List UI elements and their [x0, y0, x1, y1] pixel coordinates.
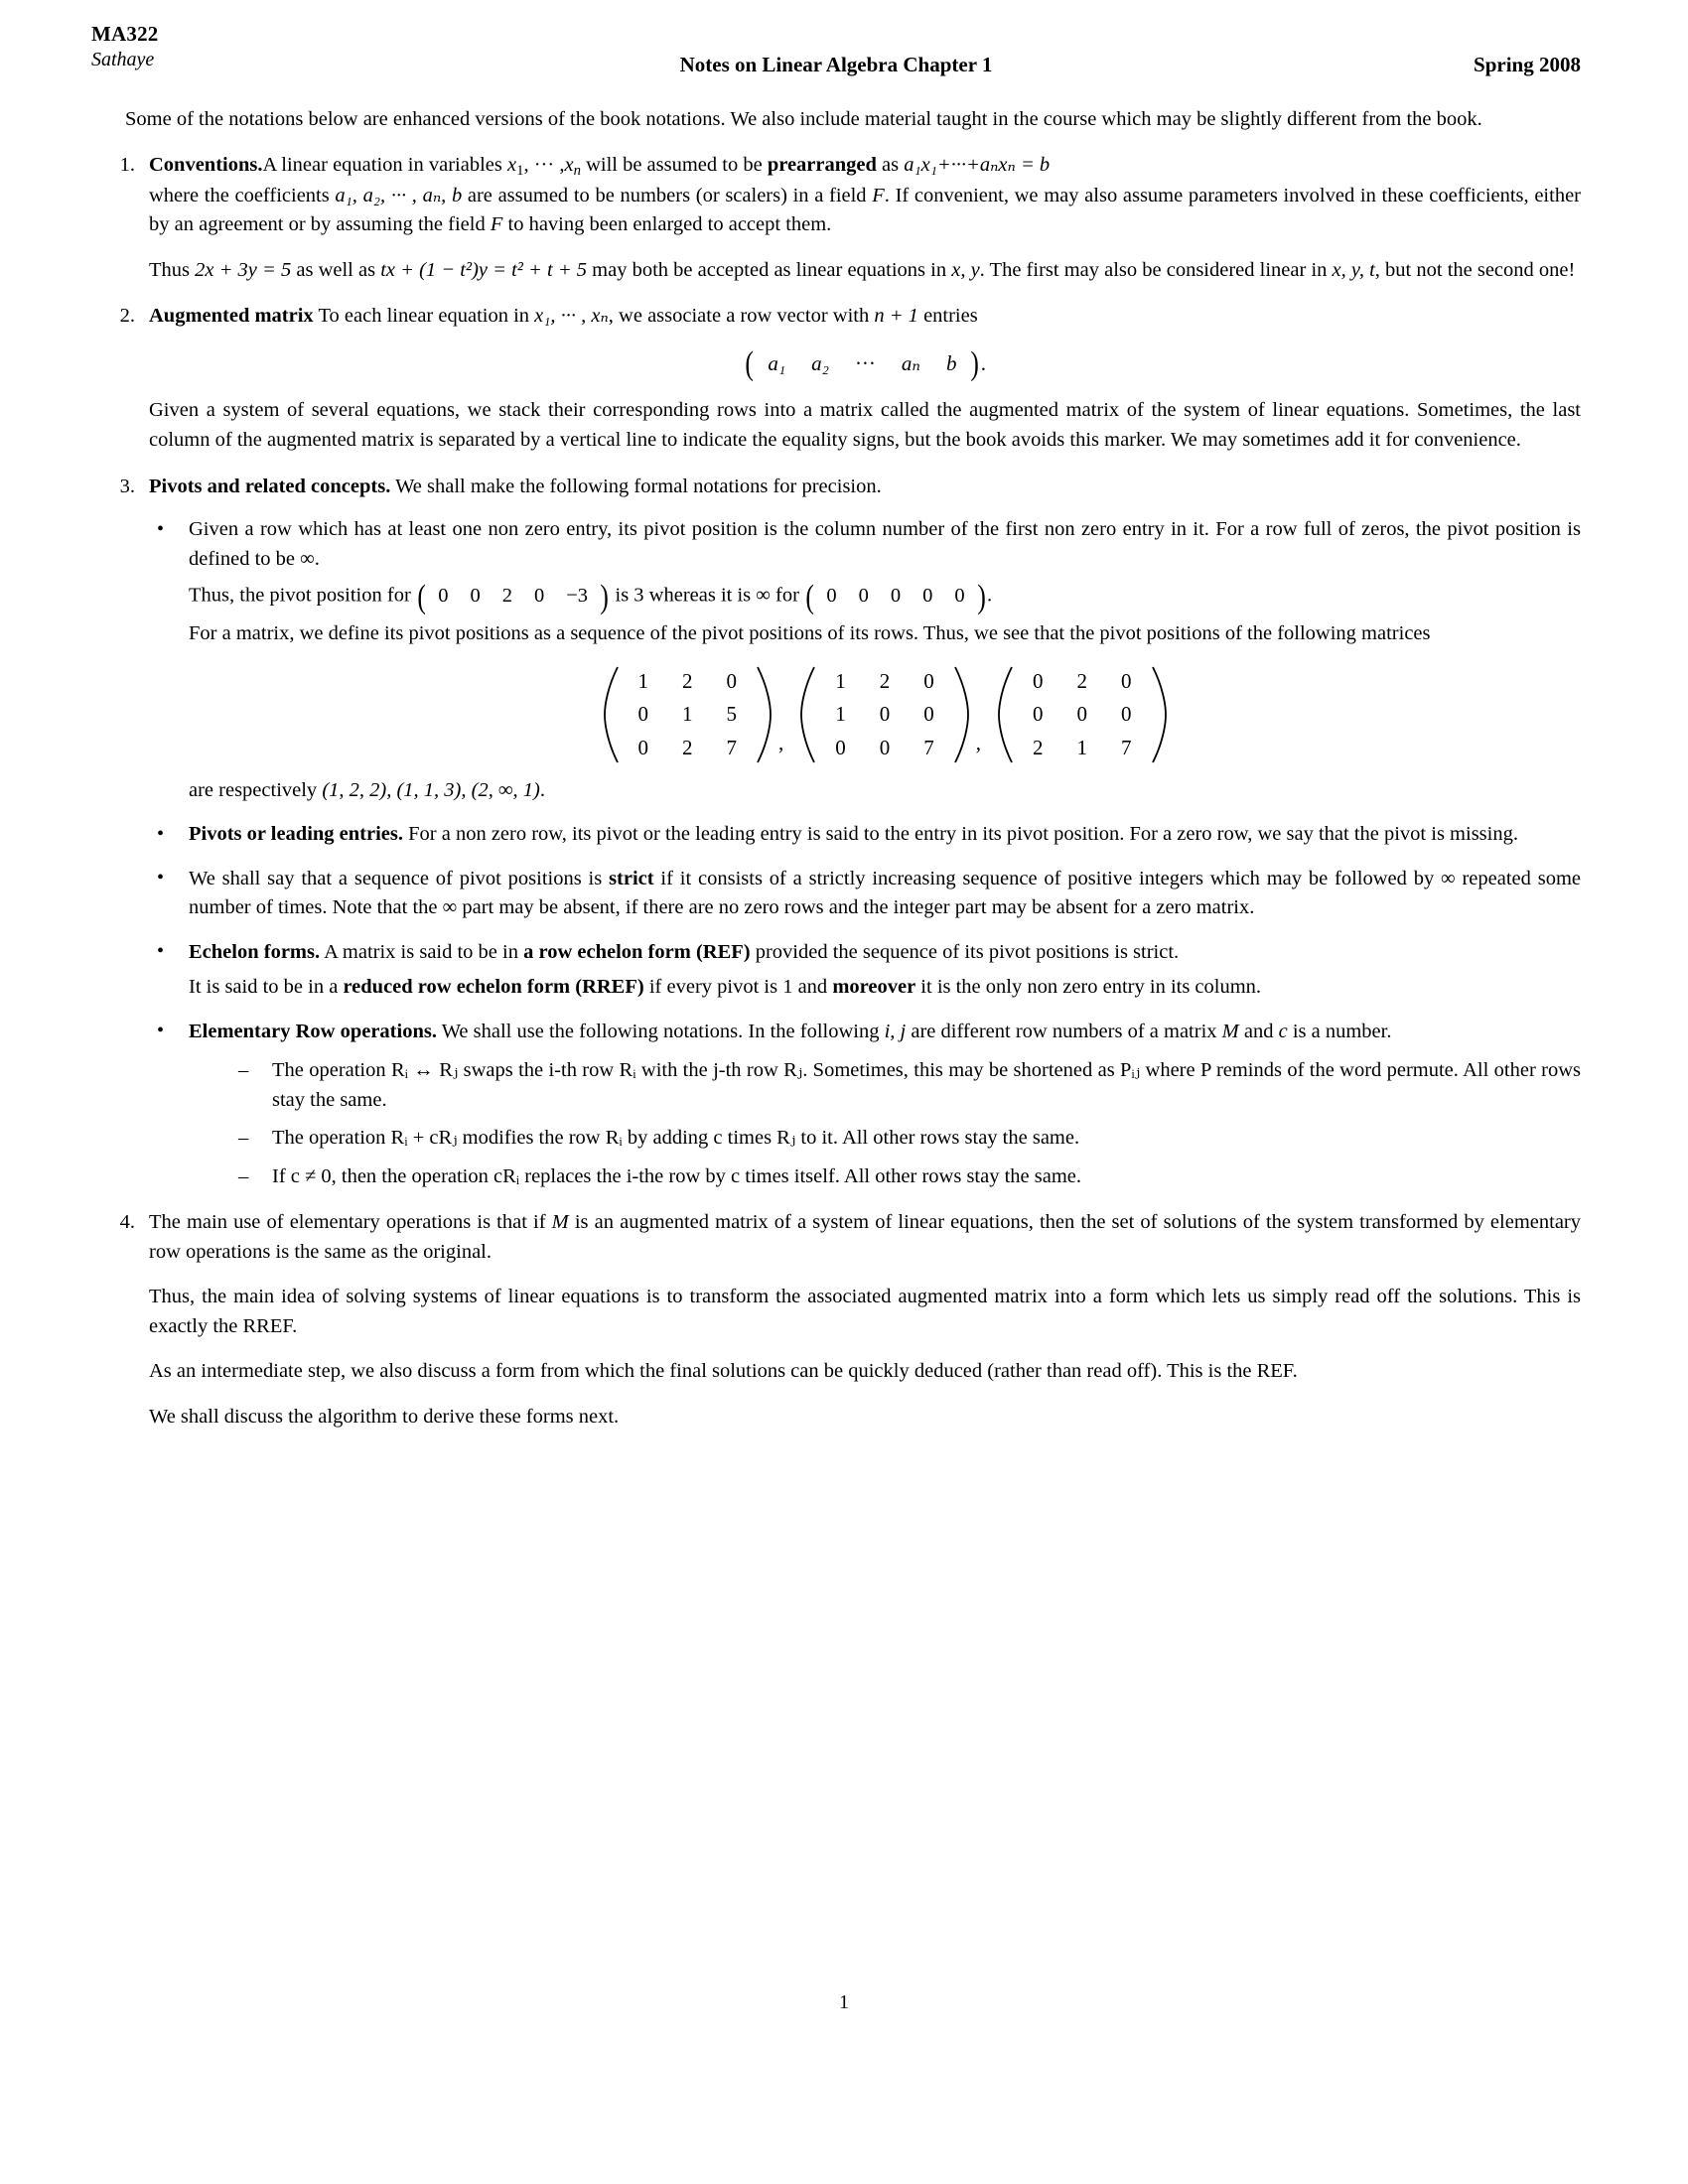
example-equation-1: 2x + 3y = 5	[195, 258, 292, 281]
right-paren: )	[970, 344, 980, 382]
dash-icon: –	[238, 1059, 249, 1082]
bullet-icon: •	[157, 1020, 165, 1042]
dash-icon: –	[238, 1127, 249, 1150]
pivot-sequences: (1, 2, 2), (1, 1, 3), (2, ∞, 1)	[322, 778, 540, 801]
vec-cell: 0	[438, 585, 449, 608]
pivots-paragraph	[149, 473, 1581, 502]
rowvec-cell: a₁	[768, 350, 786, 375]
sub-op-swap-text: The operation Rᵢ ↔ Rⱼ swaps the i-th row Rᵢ with the j-th row Rⱼ. Sometimes, this may be shortened as Pᵢⱼ where P reminds of the word permute. All other rows stay the same.	[272, 1059, 1581, 1111]
elementary-text-1: We shall use the following notations. In the following	[436, 1020, 885, 1042]
ref-keyword: a row echelon form (REF)	[523, 940, 751, 963]
matrix-cell: 0	[1121, 702, 1132, 727]
bullet-pivot-position	[149, 515, 1581, 805]
matrix-symbol-M: M	[551, 1211, 569, 1234]
field-symbol-1: F	[872, 184, 885, 206]
bullet-echelon-forms	[149, 938, 1581, 1003]
matrix-2	[799, 665, 970, 764]
right-paren: )	[600, 579, 609, 616]
intro-paragraph: Some of the notations below are enhanced versions of the book notations. We also include material taught in the course which may be slightly different from the book.	[125, 108, 1482, 130]
conventions-dots: , ··· ,	[523, 153, 565, 176]
matrix-row	[1016, 698, 1149, 731]
matrix-right-bracket	[756, 665, 773, 764]
matrix-left-bracket	[799, 665, 816, 764]
elementary-ops-heading: Elementary Row operations.	[189, 1020, 437, 1042]
vec-cell: 0	[826, 585, 837, 608]
item-number: 3.	[119, 475, 135, 497]
bullet-icon: •	[157, 940, 165, 963]
matrix-separator: ,	[975, 731, 981, 755]
rowvec-cell: aₙ	[901, 350, 920, 375]
vars-xyt: x, y, t	[1332, 258, 1375, 281]
matrix-cell: 1	[637, 669, 648, 694]
matrix-right-bracket	[953, 665, 970, 764]
bullet-strict-sequence	[149, 865, 1581, 923]
list-item-augmented-matrix	[91, 302, 1581, 455]
augmented-text-1: To each linear equation in	[313, 305, 535, 328]
matrix-cell: 2	[682, 735, 693, 759]
matrix-left-bracket	[603, 665, 620, 764]
pivot-position-example	[189, 580, 1581, 614]
intermediate-step-paragraph: As an intermediate step, we also discuss a form from which the final solutions can be quickly deduced (rather than read off). This is the REF.	[149, 1360, 1298, 1383]
strict-keyword: strict	[609, 867, 654, 889]
sub-op-scale-text: If c ≠ 0, then the operation cRᵢ replaces the i-the row by c times itself. All other rows stay the same.	[272, 1164, 1082, 1187]
thus-pivot-text: Thus, the pivot position for	[189, 584, 416, 607]
algorithm-note-paragraph: We shall discuss the algorithm to derive these forms next.	[149, 1405, 620, 1428]
vec-cell: 0	[533, 585, 545, 608]
strict-text-1: We shall say that a sequence of pivot positions is	[189, 867, 610, 889]
page-header	[91, 22, 1581, 87]
vec-cell: 0	[954, 585, 965, 608]
right-paren: )	[977, 579, 986, 616]
matrices-display	[189, 665, 1581, 764]
sub-op-add-text: The operation Rᵢ + cRⱼ modifies the row Rᵢ by adding c times Rⱼ to it. All other rows stay the same.	[272, 1127, 1080, 1150]
matrix-cell: 1	[1076, 735, 1087, 759]
matrix-cell: 2	[1076, 669, 1087, 694]
example-equation-2: tx + (1 − t²)y = t² + t + 5	[380, 258, 588, 281]
matrix-cell: 0	[923, 702, 934, 727]
rref-text-1: It is said to be in a	[189, 976, 344, 999]
matrix-pivot-def: For a matrix, we define its pivot positions as a sequence of the pivot positions of its rows. Thus, we see that the pivot positions of the following matrices	[189, 622, 1431, 645]
entries-count: n + 1	[874, 305, 918, 328]
thus-text: Thus	[149, 258, 196, 281]
bullet-icon: •	[157, 867, 165, 889]
row-vector	[744, 346, 986, 380]
matrix-cell: 0	[879, 735, 891, 759]
matrix-right-bracket	[1151, 665, 1168, 764]
conventions-var-xn: $x_n$	[564, 153, 581, 179]
item-number: 2.	[119, 305, 135, 328]
matrix-symbol-M: M	[1221, 1020, 1239, 1042]
elementary-ops-text	[189, 1018, 1581, 1047]
moreover-keyword: moreover	[832, 976, 916, 999]
vars-xy: x, y	[951, 258, 980, 281]
pivot-positions-result	[189, 776, 1581, 806]
matrix-cell: 0	[1033, 702, 1044, 727]
leading-entries-text	[189, 820, 1581, 850]
matrix-row	[818, 665, 951, 698]
page-number: 1	[839, 1991, 849, 2014]
rowvec-period: .	[980, 350, 987, 375]
conventions-heading: Conventions.	[149, 153, 263, 176]
conventions-text-1: A linear equation in variables	[262, 153, 507, 176]
matrix-cell: 0	[923, 669, 934, 694]
matrix-grid	[1016, 665, 1149, 764]
result-period: .	[539, 778, 546, 801]
matrix-cell: 0	[726, 669, 737, 694]
dash-icon: –	[238, 1164, 249, 1187]
augmented-heading: Augmented matrix	[149, 305, 314, 328]
main-use-text-1: The main use of elementary operations is that if	[149, 1211, 552, 1234]
matrix-3	[997, 665, 1168, 764]
augmented-paragraph-2: Given a system of several equations, we stack their corresponding rows into a matrix called the augmented matrix of the system of linear equations. Sometimes, the last column of the augmented matrix is separated by a vertical line to indicate the equality signs, but the book avoids this marker. We may sometimes add it for convenience.	[149, 399, 1581, 451]
respectively-text: are respectively	[189, 778, 323, 801]
term-label: Spring 2008	[1474, 53, 1581, 76]
echelon-heading: Echelon forms.	[189, 940, 321, 963]
matrix-cell: 1	[682, 702, 693, 727]
rref-text	[189, 973, 1581, 1003]
row-vector-display	[149, 346, 1581, 383]
field-symbol-2: F	[490, 213, 503, 236]
firstmay-text: . The first may also be considered linear in	[979, 258, 1333, 281]
example-vector-1	[416, 580, 610, 614]
pivots-bullet-list	[149, 515, 1581, 1191]
matrix-separator: ,	[778, 731, 784, 755]
solving-idea-paragraph: Thus, the main idea of solving systems of linear equations is to transform the associated augmented matrix into a form which lets us simply read off the solutions. This is exactly the RREF.	[149, 1286, 1581, 1337]
vec-cell: 0	[470, 585, 481, 608]
matrix-row	[622, 665, 755, 698]
matrix-row	[818, 731, 951, 763]
vec-cell: −3	[566, 585, 589, 608]
elementary-text-4: is a number.	[1287, 1020, 1392, 1042]
conventions-coefficients: a₁, a₂, ··· , aₙ, b	[335, 184, 463, 206]
pivots-text-1: We shall make the following formal notations for precision.	[390, 475, 882, 497]
matrix-cell: 0	[879, 702, 891, 727]
main-use-paragraph	[149, 1208, 1581, 1267]
page-title: Notes on Linear Algebra Chapter 1	[679, 53, 993, 76]
sub-op-scale	[238, 1162, 1581, 1192]
conventions-text-5: are assumed to be numbers (or scalers) in a field	[462, 184, 873, 206]
augmented-text-3: entries	[917, 305, 978, 328]
main-list	[91, 151, 1581, 1433]
vec-cell: 0	[890, 585, 902, 608]
author-name: Sathaye	[91, 48, 155, 70]
item-number: 1.	[119, 153, 135, 176]
accepted-text: may both be accepted as linear equations in	[587, 258, 952, 281]
conventions-paragraph-2	[149, 256, 1581, 286]
scalar-symbol-c: c	[1278, 1020, 1288, 1042]
example-vector-2	[804, 580, 987, 614]
matrix-cell: 2	[879, 669, 891, 694]
pivot-position-def: Given a row which has at least one non zero entry, its pivot position is the column number of the first non zero entry in it. For a row full of zeros, the pivot position is defined to be ∞.	[189, 518, 1581, 570]
strict-sequence-text	[189, 865, 1581, 923]
conventions-paragraph	[149, 151, 1581, 240]
matrix-cell: 0	[637, 735, 648, 759]
matrix-cell: 0	[1033, 669, 1044, 694]
matrix-row	[818, 698, 951, 731]
elementary-ops-sublist	[189, 1056, 1581, 1191]
indices-ij: i, j	[884, 1020, 907, 1042]
conventions-var-x1: $x_1$	[506, 153, 524, 179]
echelon-text-1: A matrix is said to be in	[320, 940, 524, 963]
matrix-row	[622, 731, 755, 763]
augmented-paragraph	[149, 302, 1581, 332]
matrix-cell: 1	[835, 669, 846, 694]
matrix-row	[622, 698, 755, 731]
elementary-text-3: and	[1238, 1020, 1279, 1042]
vec-period: .	[986, 584, 993, 607]
rowvec-cell: a₂	[811, 350, 829, 375]
course-code: MA322	[91, 22, 159, 46]
matrix-cell: 2	[682, 669, 693, 694]
matrix-cell: 0	[637, 702, 648, 727]
matrix-row	[1016, 731, 1149, 763]
list-item-main-use	[91, 1208, 1581, 1432]
sub-op-swap	[238, 1056, 1581, 1115]
rowvec-cell: ···	[854, 350, 876, 375]
echelon-forms-text	[189, 938, 1581, 968]
aswell-text: as well as	[291, 258, 381, 281]
matrix-cell: 1	[835, 702, 846, 727]
left-paren: (	[417, 579, 426, 616]
matrix-cell: 5	[726, 702, 737, 727]
conventions-equation: a₁x₁+···+aₙxₙ = b	[904, 153, 1051, 176]
conventions-text-3: as	[876, 153, 905, 176]
main-use-text-2: is an augmented matrix of a system of linear equations, then the set of solutions of the system transformed by elementary row operations is the same as the original.	[149, 1211, 1581, 1263]
rref-text-2: if every pivot is 1 and	[643, 976, 833, 999]
vec-cell: 2	[501, 585, 512, 608]
matrix-grid	[622, 665, 755, 764]
matrix-cell: 0	[1076, 702, 1087, 727]
matrix-left-bracket	[997, 665, 1014, 764]
item-number: 4.	[119, 1211, 135, 1234]
conventions-text-7: to having been enlarged to accept them.	[502, 213, 832, 236]
bullet-icon: •	[157, 822, 165, 845]
leading-entries-heading: Pivots or leading entries.	[189, 823, 403, 846]
conventions-text-2: will be assumed to be	[580, 153, 768, 176]
sub-op-add-multiple	[238, 1124, 1581, 1154]
elementary-text-2: are different row numbers of a matrix	[906, 1020, 1222, 1042]
rowvec-cell: b	[945, 350, 957, 375]
bullet-icon: •	[157, 517, 165, 540]
leading-entries-body: For a non zero row, its pivot or the leading entry is said to the entry in its pivot position. For a zero row, we say that the pivot is missing.	[403, 823, 1518, 846]
matrix-cell: 0	[835, 735, 846, 759]
matrix-cell: 7	[726, 735, 737, 759]
matrix-cell: 7	[923, 735, 934, 759]
left-paren: (	[745, 344, 754, 382]
prearranged-keyword: prearranged	[767, 153, 877, 176]
bullet-elementary-row-operations	[149, 1018, 1581, 1192]
matrix-row	[1016, 665, 1149, 698]
list-item-pivots	[91, 473, 1581, 1192]
pivot-is-3-text: is 3 whereas it is ∞ for	[610, 584, 805, 607]
left-paren: (	[805, 579, 814, 616]
matrix-cell: 0	[1121, 669, 1132, 694]
matrix-1	[603, 665, 774, 764]
list-item-conventions	[91, 151, 1581, 286]
vec-cell: 0	[922, 585, 933, 608]
matrix-cell: 7	[1121, 735, 1132, 759]
matrix-cell: 2	[1033, 735, 1044, 759]
strict-text-2: if it consists of a strictly increasing sequence of positive integers which may be followed by ∞ repeated some number of times. Note that the ∞ part may be absent, if there are no zero rows and the integer part may be absent for a zero matrix.	[189, 867, 1581, 919]
augmented-text-2: , we associate a row vector with	[608, 305, 875, 328]
conventions-text-4: where the coefficients	[149, 184, 336, 206]
conventions-text-6: . If convenient, we may also assume parameters involved in these coefficients, either by an agreement or by assuming the field	[149, 184, 1582, 236]
vec-cell: 0	[858, 585, 869, 608]
notsecond-text: , but not the second one!	[1374, 258, 1576, 281]
rref-keyword: reduced row echelon form (RREF)	[343, 976, 644, 999]
rref-text-3: it is the only non zero entry in its column.	[915, 976, 1262, 999]
bullet-leading-entries	[149, 820, 1581, 850]
echelon-text-2: provided the sequence of its pivot positions is strict.	[750, 940, 1180, 963]
augmented-vars: x₁, ··· , xₙ	[534, 305, 609, 328]
matrix-grid	[818, 665, 951, 764]
pivots-heading: Pivots and related concepts.	[149, 475, 391, 497]
